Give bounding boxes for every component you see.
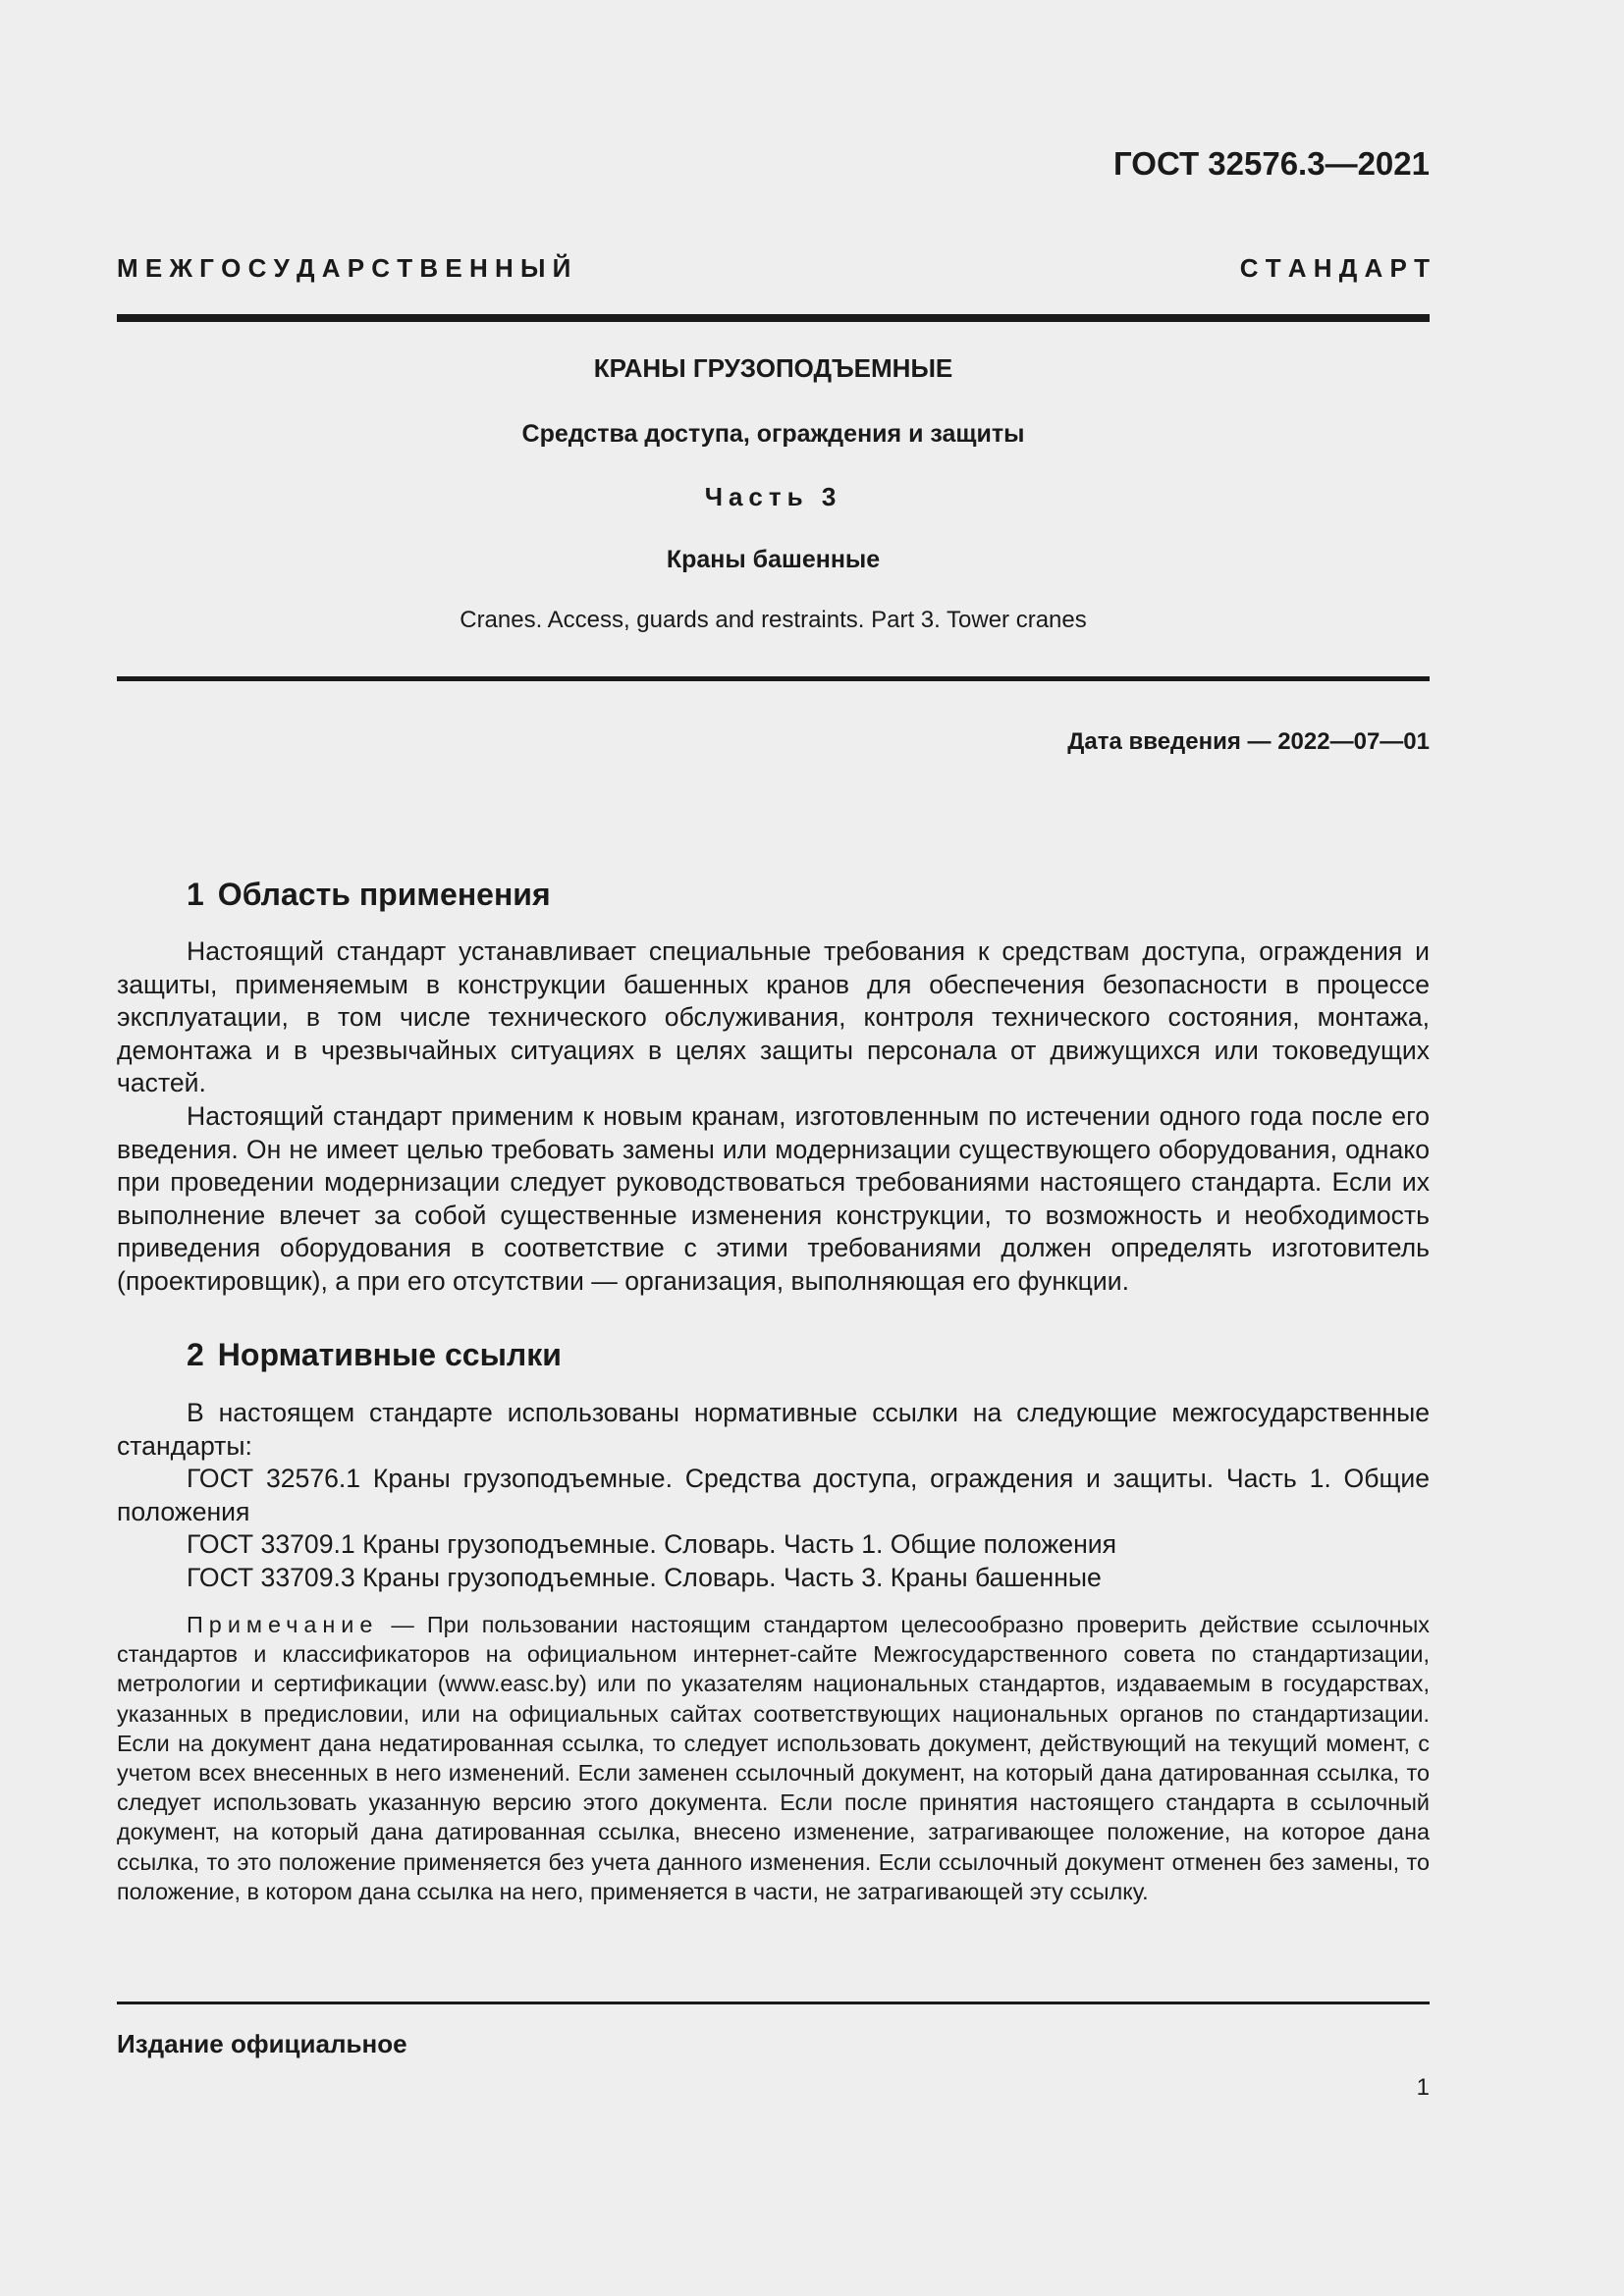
section-body-2: [117, 1397, 1430, 1595]
title-block-rule: [117, 676, 1430, 681]
reference-item: ГОСТ 33709.1 Краны грузоподъемные. Словарь. Часть 1. Общие положения: [187, 1529, 1117, 1560]
section-title: Область применения: [217, 877, 551, 912]
document-subtitle: Средства доступа, ограждения и защиты: [521, 420, 1025, 448]
section-body-1: [117, 935, 1430, 1299]
section-number: 2: [187, 1337, 204, 1372]
reference-item: ГОСТ 33709.3 Краны грузоподъемные. Словарь. Часть 3. Краны башенные: [187, 1562, 1102, 1592]
reference-item: ГОСТ 32576.1 Краны грузоподъемные. Средства доступа, ограждения и защиты. Часть 1. Общие положения: [117, 1464, 1430, 1526]
paragraph: Настоящий стандарт применим к новым кранам, изготовленным по истечении одного года после его введения. Он не имеет целью требовать замены или модернизации существующего оборудования, однако при проведении модернизации следует руководствоваться требованиями настоящего стандарта. Если их выполнение влечет за собой существенные изменения конструкции, то возможность и необходимость приведения оборудования в соответствие с этими требованиями должен определять изготовитель (проектировщик), а при его отсутствии — организация, выполняющая его функции.: [117, 1100, 1430, 1296]
section-heading-2: [187, 1337, 562, 1373]
footer-rule: [117, 2002, 1430, 2004]
standard-type-word1: М Е Ж Г О С У Д А Р С Т В Е Н Н Ы Й: [117, 253, 571, 283]
introduction-date: Дата введения — 2022—07—01: [1067, 728, 1430, 755]
note-label: Примечание: [187, 1612, 379, 1637]
standard-type-word2: С Т А Н Д А Р Т: [1239, 253, 1430, 283]
part-title: Краны башенные: [666, 546, 881, 573]
document-title: КРАНЫ ГРУЗОПОДЪЕМНЫЕ: [593, 353, 953, 383]
edition-label: Издание официальное: [117, 2029, 407, 2058]
page-number: 1: [1416, 2074, 1430, 2101]
section-number: 1: [187, 877, 204, 912]
part-number: Часть 3: [704, 482, 842, 511]
section-heading-1: [187, 877, 551, 913]
section-title: Нормативные ссылки: [217, 1337, 562, 1372]
document-id: ГОСТ 32576.3—2021: [1113, 145, 1430, 182]
standard-type-heading: [117, 253, 1430, 284]
english-title: Cranes. Access, guards and restraints. Part 3. Tower cranes: [460, 607, 1087, 633]
top-rule: [117, 314, 1430, 322]
paragraph: В настоящем стандарте использованы нормативные ссылки на следующие межгосударственные стандарты:: [117, 1398, 1430, 1461]
paragraph: Настоящий стандарт устанавливает специальные требования к средствам доступа, ограждения и защиты, применяемым в конструкции башенных кранов для обеспечения безопасности в процессе эксплуатации, в том числе технического обслуживания, контроля технического состояния, монтажа, демонтажа и в чрезвычайных ситуациях в целях защиты персонала от движущихся или токоведущих частей.: [117, 936, 1430, 1098]
note-text: — При пользовании настоящим стандартом целесообразно проверить действие ссылочных стандартов и классификаторов на официальном интернет-сайте Межгосударственного совета по стандартизации, метрологии и сертификации (www.easc.by) или по указателям национальных стандартов, издаваемым в государствах, указанных в предисловии, или на официальных сайтах соответствующих национальных органов по стандартизации. Если на документ дана недатированная ссылка, то следует использовать документ, действующий на текущий момент, с учетом всех внесенных в него изменений. Если заменен ссылочный документ, на который дана датированная ссылка, то следует использовать указанную версию этого документа. Если после принятия настоящего стандарта в ссылочный документ, на который дана датированная ссылка, внесено изменение, затрагивающее положение, на которое дана ссылка, то это положение применяется без учета данного изменения. Если ссылочный документ отменен без замены, то положение, в котором дана ссылка на него, применяется в части, не затрагивающей эту ссылку.: [117, 1612, 1430, 1904]
note-block: [117, 1610, 1430, 1906]
